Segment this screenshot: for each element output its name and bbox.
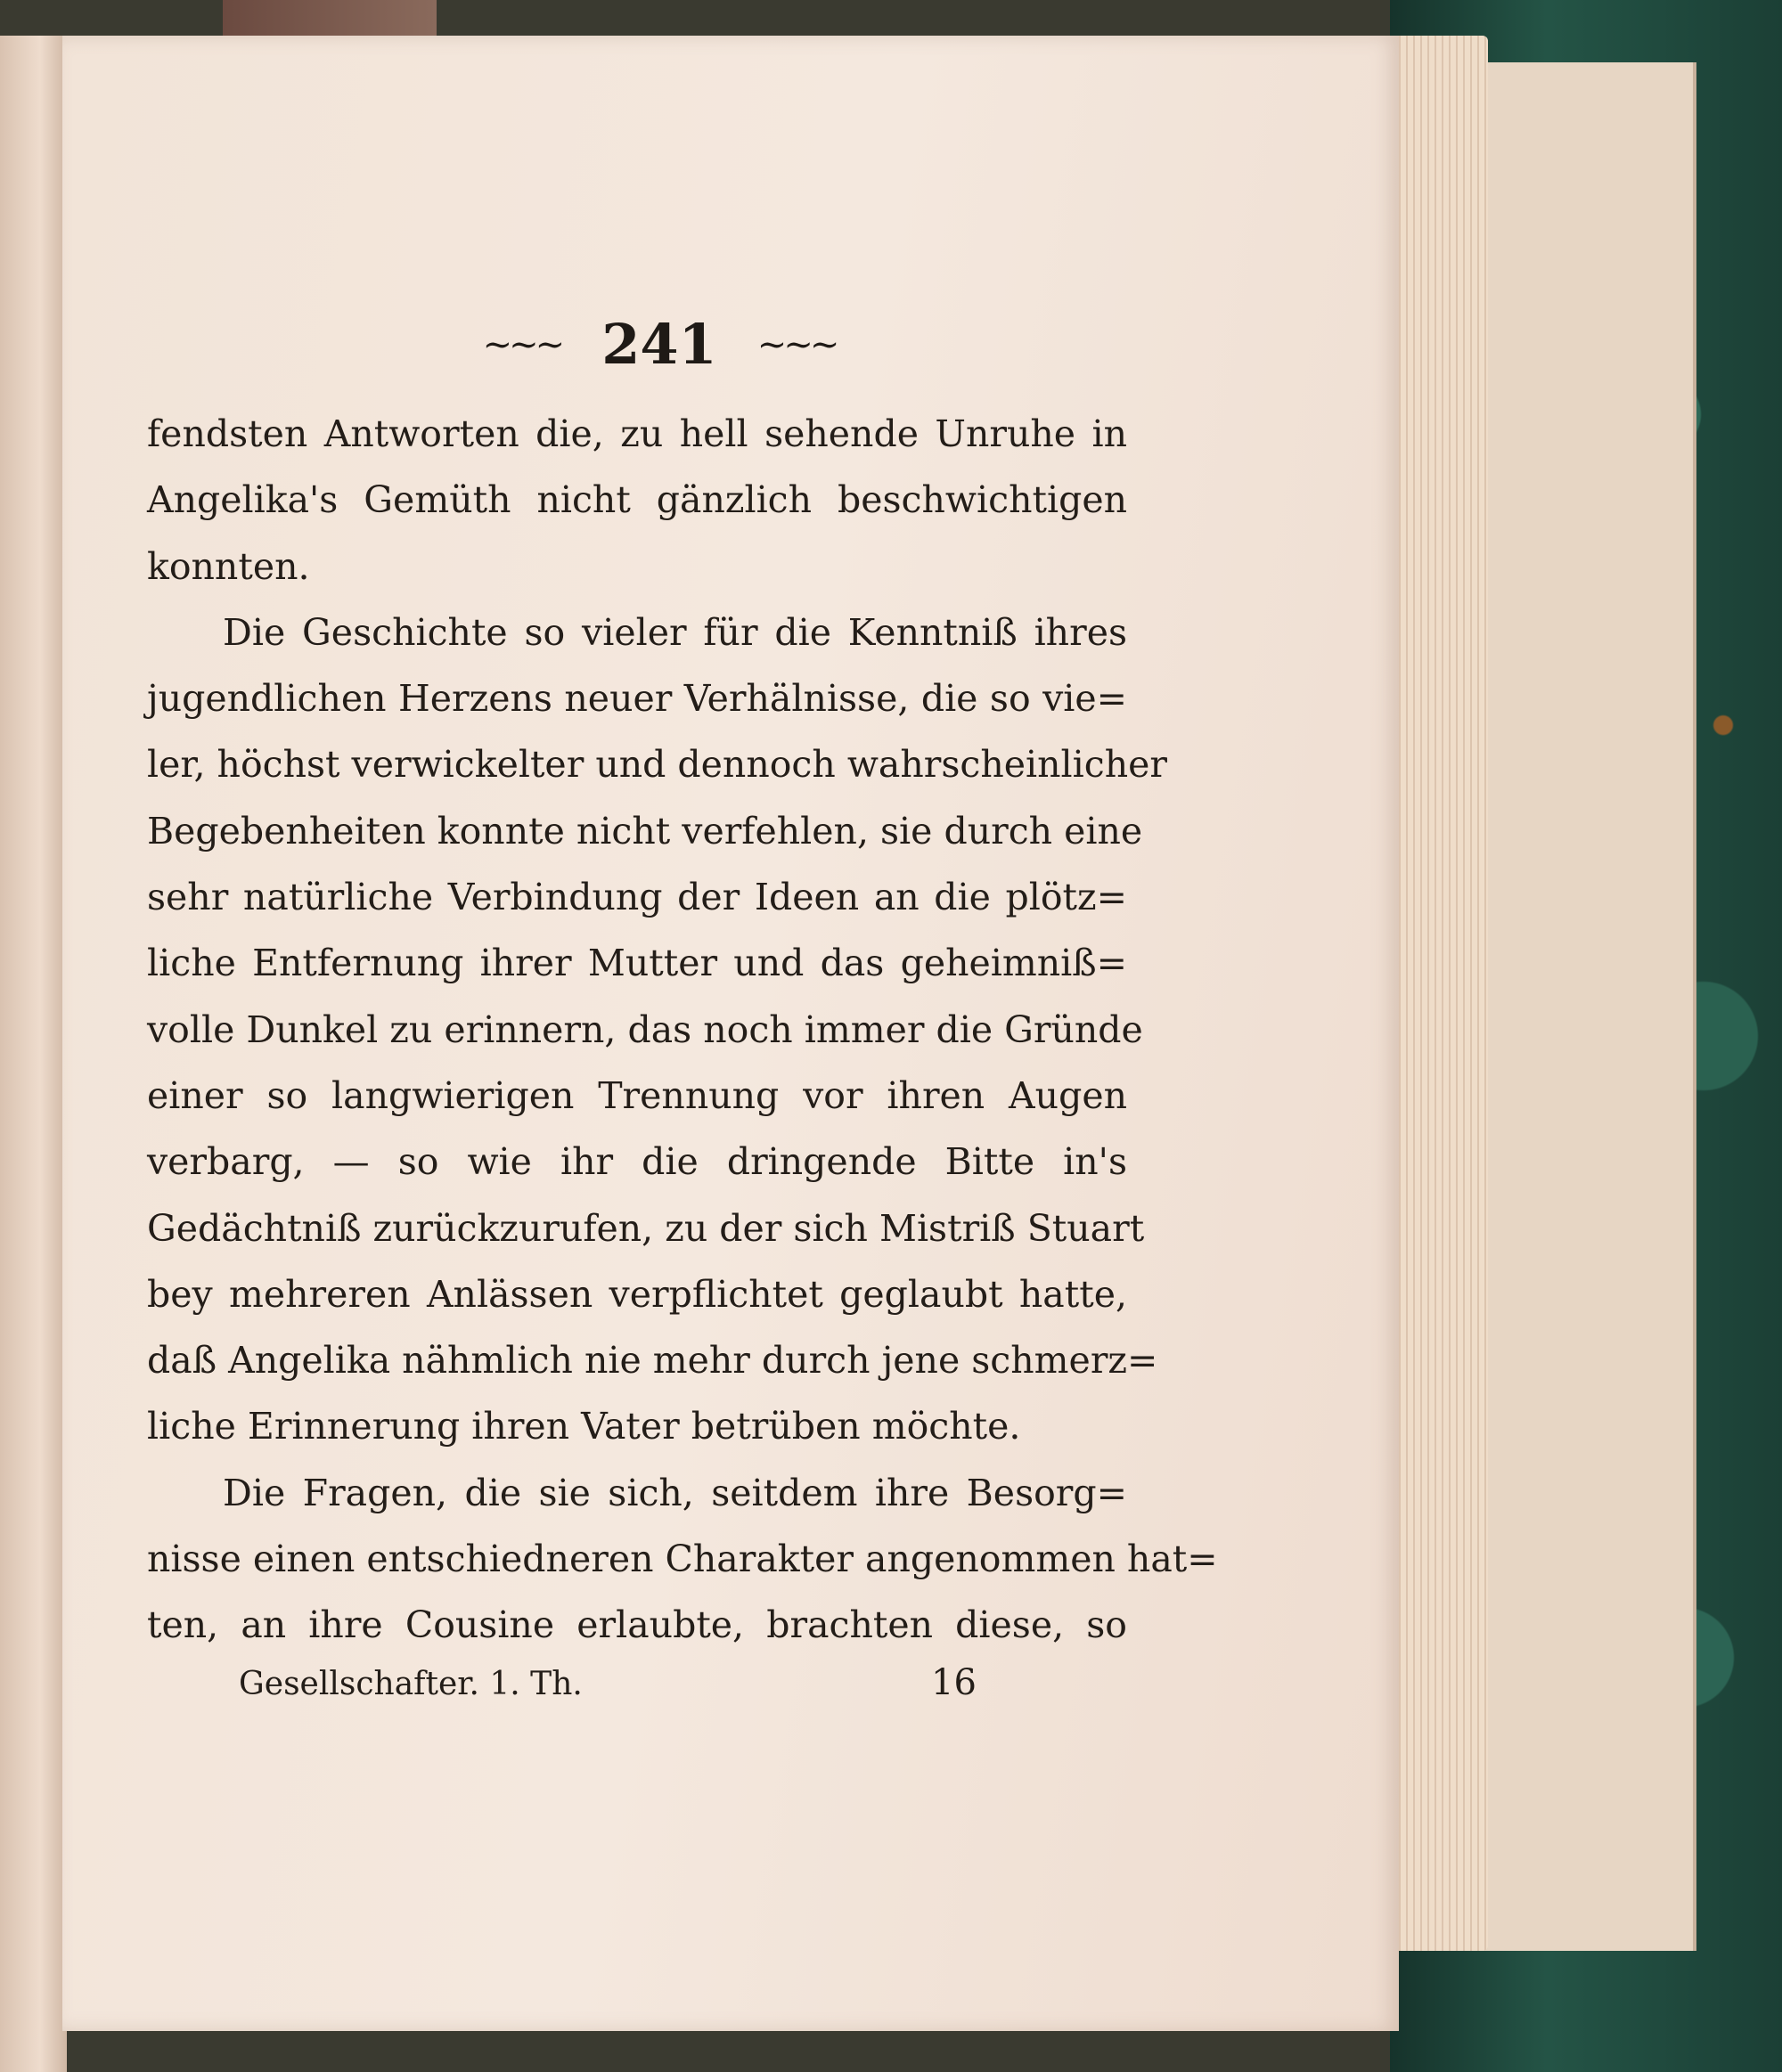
cover-corner [223,0,437,36]
text-line: sehr natürliche Verbindung der Ideen an die plötz= [147,876,1127,919]
text-line: liche Erinnerung ihren Vater betrüben möchte. [147,1405,1021,1448]
text-line: konnten. [147,544,310,588]
text-line: Begebenheiten konnte nicht verfehlen, sie durch eine [147,809,1143,852]
page-footer [169,1662,1132,1719]
text-line: ten, an ihre Cousine erlaubte, brachten diese, so [147,1603,1127,1647]
text-line: Angelika's Gemüth nicht gänzlich beschwichtigen [147,478,1127,522]
text-line: daß Angelika nähmlich nie mehr durch jene schmerz= [147,1339,1158,1383]
text-line: Gedächtniß zurückzurufen, zu der sich Mistriß Stuart [147,1206,1145,1250]
text-line: bey mehreren Anlässen verpflichtet geglaubt hatte, [147,1272,1127,1316]
book-page [62,36,1399,2031]
back-board [1479,62,1696,1951]
left-page-edge [0,36,67,2072]
body-text [147,401,1218,1659]
page-number: 241 [601,312,717,377]
text-line: jugendlichen Herzens neuer Verhälnisse, die so vie= [147,677,1127,721]
text-line: volle Dunkel zu erinnern, das noch immer die Gründe [147,1007,1143,1051]
text-line: einer so langwierigen Trennung vor ihren Augen [147,1073,1127,1117]
text-line: Die Geschichte so vieler für die Kenntniß ihres [223,610,1127,654]
printer-signature: Gesellschafter. 1. Th. [239,1666,583,1702]
left-ornament: ~~~ [482,323,562,365]
text-line: verbarg, — so wie ihr die dringende Bitte in's [147,1140,1127,1184]
text-line: liche Entfernung ihrer Mutter und das geheimniß= [147,942,1127,985]
text-line: nisse einen entschiedneren Charakter angenommen hat= [147,1538,1218,1581]
text-line: ler, höchst verwickelter und dennoch wahrscheinlicher [147,743,1168,787]
sheet-number: 16 [931,1662,977,1703]
right-ornament: ~~~ [756,323,837,365]
page-header [62,312,1256,377]
text-line: Die Fragen, die sie sich, seitdem ihre Besorg= [223,1471,1127,1514]
text-line: fendsten Antworten die, zu hell sehende Unruhe in [147,412,1127,455]
